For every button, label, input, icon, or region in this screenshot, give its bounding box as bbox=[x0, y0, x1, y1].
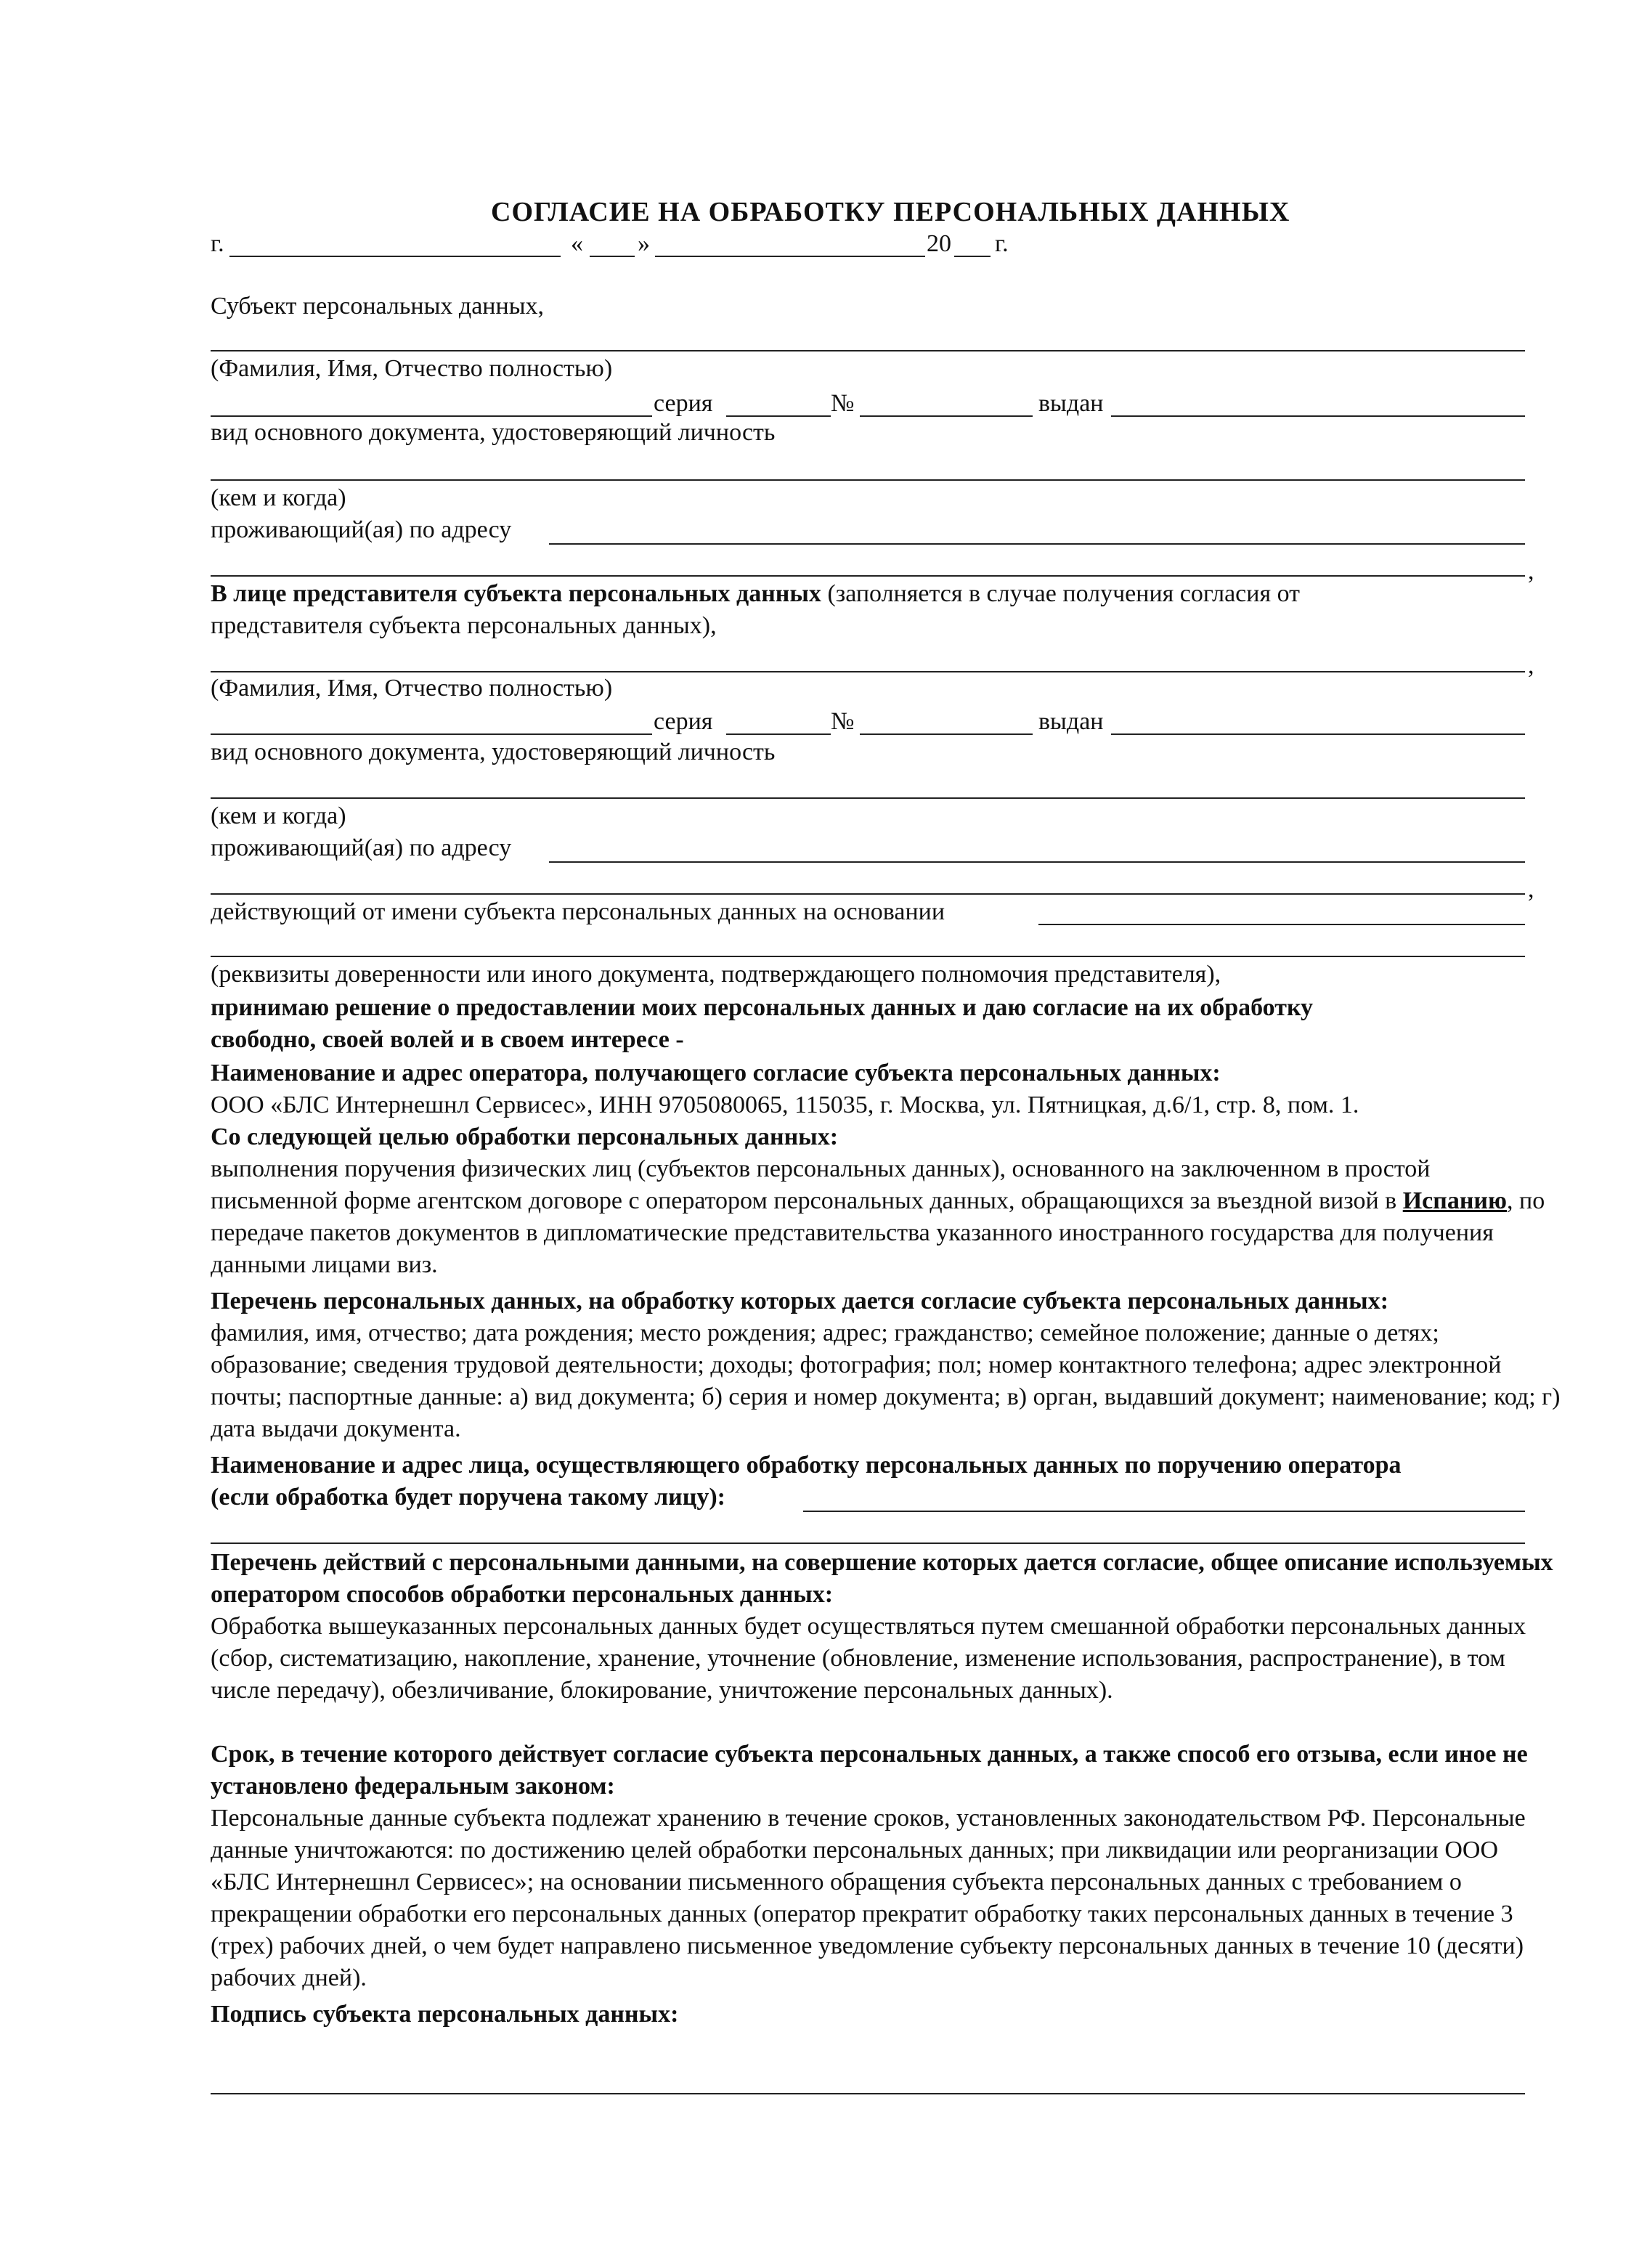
subject-issued-label: выдан bbox=[1038, 390, 1104, 417]
operator-text: ООО «БЛС Интернешнл Сервисес», ИНН 9705080065, 115035, г. Москва, ул. Пятницкая, д.6/1, стр. 8, пом. 1. bbox=[211, 1092, 1359, 1118]
rep-issued-label: выдан bbox=[1038, 708, 1104, 735]
purpose-text-after: , по передаче пакетов документов в дипломатические представительства указанного иностранного государства для получения данными лицами виз. bbox=[211, 1187, 1545, 1278]
rep-series-label: серия bbox=[654, 708, 713, 735]
subject-fio-field[interactable] bbox=[211, 350, 1525, 351]
city-field[interactable] bbox=[229, 256, 561, 257]
year-suffix: г. bbox=[995, 230, 1009, 257]
comma: , bbox=[1528, 876, 1534, 903]
month-field[interactable] bbox=[655, 256, 925, 257]
basis-field-2[interactable] bbox=[211, 956, 1525, 957]
rep-issued-field[interactable] bbox=[1111, 733, 1525, 735]
quote-close: » bbox=[638, 230, 650, 257]
actions-heading: Перечень действий с персональными данными, на совершение которых дается согласие, общее описание используемых оператором способов обработки персональных данных: bbox=[211, 1549, 1553, 1608]
signature-field[interactable] bbox=[211, 2093, 1525, 2094]
representative-bold: В лице представителя субъекта персональных данных bbox=[211, 580, 821, 607]
rep-number-field[interactable] bbox=[860, 733, 1033, 735]
acting-label: действующий от имени субъекта персональных данных на основании bbox=[211, 898, 945, 925]
document-title: СОГЛАСИЕ НА ОБРАБОТКУ ПЕРСОНАЛЬНЫХ ДАННЫХ bbox=[491, 197, 1290, 227]
year-prefix: 20 bbox=[927, 230, 951, 257]
processor-field-1[interactable] bbox=[803, 1511, 1525, 1512]
basis-field-1[interactable] bbox=[1038, 924, 1525, 925]
decision-line-1: принимаю решение о предоставлении моих персональных данных и даю согласие на их обработку bbox=[211, 994, 1314, 1021]
term-heading: Срок, в течение которого действует согласие субъекта персональных данных, а также способ его отзыва, если иное не установлено федеральным законом: bbox=[211, 1741, 1528, 1800]
subject-address-field-2[interactable] bbox=[211, 575, 1525, 577]
signature-heading: Подпись субъекта персональных данных: bbox=[211, 2001, 679, 2028]
rep-issuer-field[interactable] bbox=[211, 797, 1525, 799]
subject-fio-caption: (Фамилия, Имя, Отчество полностью) bbox=[211, 355, 613, 382]
rep-residing-label: проживающий(ая) по адресу bbox=[211, 834, 512, 861]
rep-fio-caption: (Фамилия, Имя, Отчество полностью) bbox=[211, 675, 613, 702]
subject-doc-type-caption: вид основного документа, удостоверяющий личность bbox=[211, 419, 776, 446]
rep-doc-type-field[interactable] bbox=[211, 733, 652, 735]
term-text: Персональные данные субъекта подлежат хранению в течение сроков, установленных законодательством РФ. Персональные данные уничтожаются: по достижению целей обработки персональных данных; при ликвидации или реорганизации ООО «БЛС Интернешнл Сервисес»; на основании письменного обращения субъекта персональных данных с требованием о прекращении обработки его персональных данных (оператор прекратит обработку таких персональных данных в течение 3 (трех) рабочих дней, о чем будет направлено письменное уведомление субъекту персональных данных в течение 10 (десяти) рабочих дней). bbox=[211, 1805, 1526, 1991]
day-field[interactable] bbox=[590, 256, 635, 257]
processor-heading-1: Наименование и адрес лица, осуществляющего обработку персональных данных по поручению оператора bbox=[211, 1452, 1402, 1479]
rep-series-field[interactable] bbox=[726, 733, 831, 735]
subject-residing-label: проживающий(ая) по адресу bbox=[211, 516, 512, 543]
purpose-country: Испанию bbox=[1402, 1187, 1508, 1214]
rep-number-label: № bbox=[831, 708, 855, 735]
quote-open: « bbox=[571, 230, 583, 257]
subject-number-label: № bbox=[831, 390, 855, 417]
subject-number-field[interactable] bbox=[860, 415, 1033, 417]
subject-address-field-1[interactable] bbox=[549, 543, 1525, 545]
purpose-heading: Со следующей целью обработки персональных данных: bbox=[211, 1123, 839, 1150]
comma: , bbox=[1528, 558, 1534, 585]
representative-line bbox=[211, 578, 1300, 610]
requisites-caption: (реквизиты доверенности или иного документа, подтверждающего полномочия представителя), bbox=[211, 961, 1221, 988]
purpose-text bbox=[211, 1153, 1561, 1281]
subject-issuer-field[interactable] bbox=[211, 479, 1525, 481]
city-prefix: г. bbox=[211, 230, 224, 257]
subject-who-when-caption: (кем и когда) bbox=[211, 484, 346, 511]
subject-series-label: серия bbox=[654, 390, 713, 417]
actions-text: Обработка вышеуказанных персональных данных будет осуществляться путем смешанной обработки персональных данных (сбор, систематизацию, накопление, хранение, уточнение (обновление, изменение использования, распространение), в том числе передачу), обезличивание, блокирование, уничтожение персональных данных). bbox=[211, 1613, 1526, 1704]
subject-issued-field[interactable] bbox=[1111, 415, 1525, 417]
subject-intro: Субъект персональных данных, bbox=[211, 293, 545, 320]
rep-who-when-caption: (кем и когда) bbox=[211, 802, 346, 829]
purpose-text-before: выполнения поручения физических лиц (субъектов персональных данных), основанного на заключенном в простой письменной форме агентском договоре с оператором персональных данных, обращающихся за въездной визой в bbox=[211, 1155, 1431, 1214]
list-heading: Перечень персональных данных, на обработку которых дается согласие субъекта персональных данных: bbox=[211, 1288, 1389, 1314]
representative-note-2: представителя субъекта персональных данных), bbox=[211, 612, 717, 639]
operator-heading: Наименование и адрес оператора, получающего согласие субъекта персональных данных: bbox=[211, 1060, 1221, 1086]
list-text: фамилия, имя, отчество; дата рождения; место рождения; адрес; гражданство; семейное положение; данные о детях; образование; сведения трудовой деятельности; доходы; фотография; пол; номер контактного телефона; адрес электронной почты; паспортные данные: а) вид документа; б) серия и номер документа; в) орган, выдавший документ; наименование; код; г) дата выдачи документа. bbox=[211, 1320, 1561, 1442]
decision-line-2: свободно, своей волей и в своем интересе - bbox=[211, 1026, 684, 1053]
representative-note-1: (заполняется в случае получения согласия от bbox=[827, 580, 1301, 607]
year-field[interactable] bbox=[954, 256, 991, 257]
rep-address-field-1[interactable] bbox=[549, 861, 1525, 863]
comma: , bbox=[1528, 652, 1534, 679]
rep-address-field-2[interactable] bbox=[211, 893, 1525, 895]
rep-doc-type-caption: вид основного документа, удостоверяющий личность bbox=[211, 739, 776, 765]
processor-field-2[interactable] bbox=[211, 1543, 1525, 1544]
processor-heading-2: (если обработка будет поручена такому лицу): bbox=[211, 1484, 726, 1511]
